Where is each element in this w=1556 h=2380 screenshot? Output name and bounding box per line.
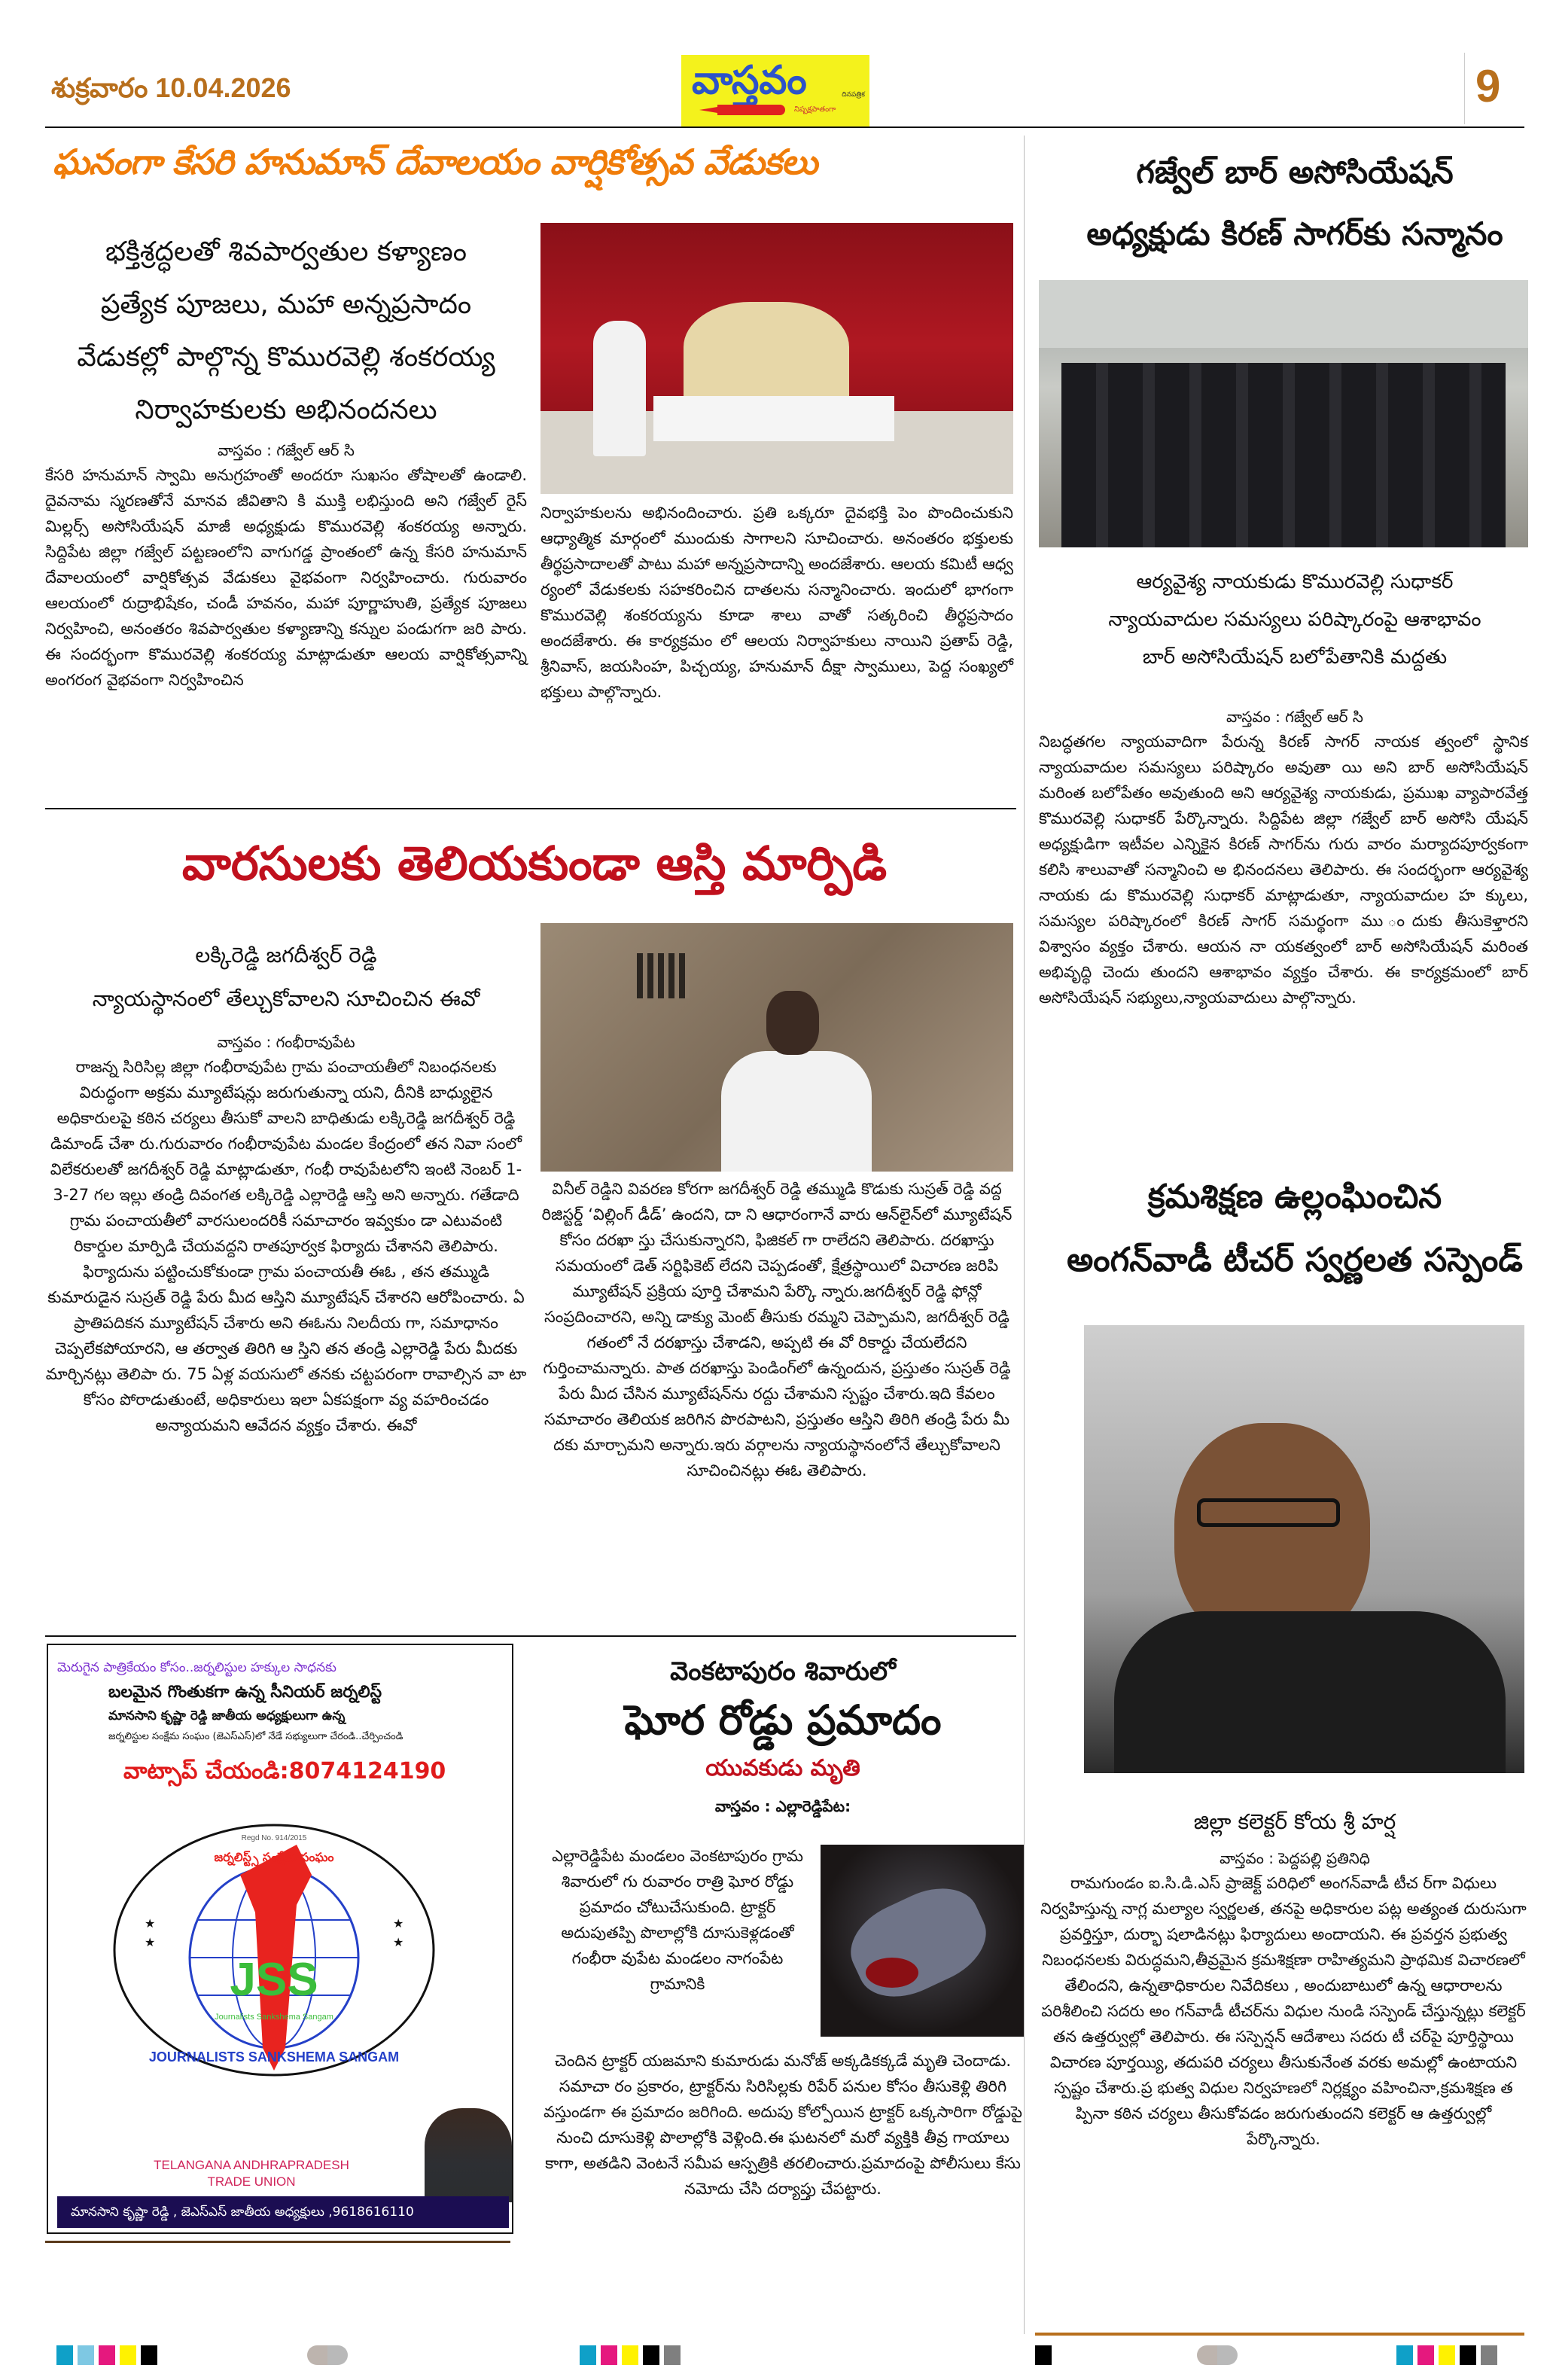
article3-body-col1: రాజన్న సిరిసిల్ల జిల్లా గంభీరావుపేట గ్రామ పంచాయతీలో నిబంధనలకు విరుద్ధంగా అక్రమ మ్యూటేషన్లు జరుగుతున్నా యని, దీనికి బాధ్యులైన అధికారులపై కఠిన చర్యలు తీసుకో వాలని బాధితుడు లక్కిరెడ్డి జగదీశ్వర్ రెడ్డి డిమాండ్ చేశా రు.గురువారం గంభీరావుపేట మండల కేంద్రంలో తన నివా సంలో విలేకరులతో జగదీశ్వర్ రెడ్డి మాట్లాడుతూ, గంభీ రావుపేటలోని ఇంటి నెంబర్ 1-3-27 గల ఇల్లు తండ్రి దివంగత లక్కిరెడ్డి ఎల్లారెడ్డి ఆస్తి అని అన్నారు. గతేడాది గ్రామ పంచాయతీలో వారసులందరికీ సమాచారం ఇవ్వకుం డా ఎటువంటి రికార్డుల మార్పిడి చేయవద్దని రాతపూర్వక ఫిర్యాదు చేశానని తెలిపారు. ఫిర్యాదును పట్టించుకోకుండా గ్రామ పంచాయతీ ఈఓ , తన తమ్ముడి కుమారుడైన సుస్రత్ రెడ్డి పేరు మీద ఆస్తిని మ్యూటేషన్ చేశారని ఆరోపించారు. ఏ ప్రాతిపదికన మ్యూటేషన్ చేశారు అని ఈఓను నిలదీయ గా, సమాధానం చెప్పలేకపోయారని, ఆ తర్వాత తిరిగి ఆ స్తిని తన తండ్రి ఎల్లారెడ్డి పేరు మీదకు మార్చినట్లు తెలిపా రు. 75 ఏళ్ల వయసులో తనకు చట్టపరంగా రావాల్సిన వా టా కోసం పోరాడుతుంటే, అధికారులు ఇలా ఏకపక్షంగా వ్య వహరించడం అన్యాయమని ఆవేదన వ్యక్తం చేశారు. ఈవో (45, 1058, 527, 1434)
article3-dateline: వాస్తవం : గంభీరావుపేట (217, 1033, 355, 1051)
star-icon: ★ (393, 1916, 404, 1931)
collector-caption: జిల్లా కలెక్టర్ కోయ శ్రీ హర్ష (1193, 1809, 1396, 1834)
article1-subhead: వేడుకల్లో పాల్గొన్న కొమురవెల్లి శంకరయ్య (77, 342, 495, 373)
black-swatch (643, 2345, 659, 2365)
cyan-swatch (1396, 2345, 1413, 2365)
black-swatch (1035, 2345, 1052, 2365)
logo-tagline: నిష్పక్షపాతంగా (794, 105, 836, 114)
ad-line1: మెరుగైన పాత్రికేయం కోసం..జర్నలిస్టుల హక్కుల సాధనకు (57, 1660, 336, 1675)
emblem-arc-telugu: జర్నలిస్ట్స్ సంక్షేమ సంఘం (214, 1850, 334, 1864)
star-icon: ★ (393, 1935, 404, 1949)
bar-association-photo (1039, 280, 1528, 547)
article2-headline-line: గజ్వేల్ బార్ అసోసియేషన్ (1136, 154, 1454, 190)
article1-subhead: నిర్వాహకులకు అభినందనలు (135, 395, 437, 425)
yellow-swatch (1439, 2345, 1455, 2365)
emblem-regd: Regd No. 914/2015 (241, 1834, 307, 1842)
article2-subhead: బార్ అసోసియేషన్ బలోపేతానికి మద్దతు (1142, 646, 1448, 669)
color-registration-bar-right (1396, 2345, 1497, 2365)
page-number-divider (1464, 53, 1465, 124)
article4-body: రామగుండం ఐ.సి.డి.ఎస్ ప్రాజెక్ట్ పరిధిలో అంగన్‌వాడీ టీచ ర్‌గా విధులు నిర్వహిస్తున్న నాగ్ల మల్యాల స్వర్ణలత, తనపై అధికారుల పట్ల అత్యంత దురుసుగా ప్రవర్తిస్తూ, దుర్భా షలాడినట్లు ఫిర్యాదులు అందాయని. ఈ ప్రవర్తన ప్రభుత్వ నిబంధనలకు విరుద్ధమని,తీవ్రమైన క్రమశిక్షణా రాహిత్యమని ప్రాథమిక విచారణలో తేలిందని, ఉన్నతాధికారుల నివేదికలు , అందుబాటులో ఉన్న ఆధారాలను పరిశీలించి సదరు అం గన్‌వాడీ టీచర్‌ను విధుల నుండి సస్పెండ్ చేస్తున్నట్లు కలెక్టర్ తన ఉత్తర్వుల్లో తెలిపారు. ఈ సస్పెన్షన్ ఆదేశాలు సదరు టీ చర్‌పై పూర్తిస్థాయి విచారణ పూర్తయ్యి, తదుపరి చర్యలు తీసుకునేంత వరకు అమల్లో ఉంటాయని స్పష్టం చేశారు.ప్ర భుత్వ విధుల నిర్వహణలో నిర్లక్ష్యం వహించినా,క్రమశిక్షణ త ప్పినా కఠిన చర్యలు తీసుకోవడం జరుగుతుందని కలెక్టర్ ఆ ఉత్తర్వుల్లో పేర్కొన్నారు. (1040, 1874, 1527, 2148)
emblem-arc-english: JOURNALISTS SANKSHEMA SANGAM (148, 2049, 400, 2065)
article2-dateline: వాస్తవం : గజ్వేల్ ఆర్ సి (1226, 708, 1363, 726)
pen-icon (717, 105, 785, 115)
section-rule (45, 808, 1016, 809)
registration-pill (1197, 2345, 1238, 2365)
article1-subhead: భక్తిశ్రద్ధలతో శివపార్వతుల కళ్యాణం (105, 236, 467, 267)
gray-swatch (1481, 2345, 1497, 2365)
ad-union-text (139, 2157, 364, 2190)
ad-person-photo (425, 2108, 512, 2202)
article1-subheads (45, 226, 527, 437)
logo-edition: దినపత్రిక (842, 91, 865, 99)
article1-subhead: ప్రత్యేక పూజలు, మహా అన్నప్రసాదం (100, 289, 472, 320)
jss-advertisement (47, 1644, 513, 2234)
star-icon: ★ (145, 1916, 156, 1931)
footer-rule (1035, 2333, 1524, 2336)
emblem-initials: JSS (230, 1954, 318, 2006)
light-cyan-swatch (78, 2345, 94, 2365)
black-swatch (1460, 2345, 1476, 2365)
article1-body-col2: నిర్వాహకులను అభినందించారు. ప్రతి ఒక్కరూ దైవభక్తి పెం పొందించుకుని ఆధ్యాత్మిక మార్గంలో ముందుకు సాగాలని సూచించారు. అనంతరం భక్తులకు తీర్థప్రసాదాలతో పాటు మహా అన్నప్రసాదాన్ని అందజేశారు. ఆలయ కమిటీ ఆధ్వ ర్యంలో వేడుకలకు సహకరించిన దాతలను సన్మానించారు. ఇందులో భాగంగా కొమురవెల్లి శంకరయ్యను కూడా శాలు వాతో సత్కరించి తీర్థప్రసాదం అందజేశారు. ఈ కార్యక్రమం లో ఆలయ నిర్వాహకులు నాయిని ప్రతాప్ రెడ్డి, శ్రీనివాస్, జయసింహ, పిచ్చయ్య, హనుమాన్ దీక్షా స్వాములు, పెద్ద సంఖ్యలో భక్తులు పాల్గొన్నారు. (540, 504, 1013, 701)
yellow-swatch (622, 2345, 638, 2365)
gray-swatch (664, 2345, 681, 2365)
temple-photo (540, 223, 1013, 494)
article4-headline-line: అంగన్‌వాడీ టీచర్ స్వర్ణలత సస్పెండ్ (1067, 1241, 1523, 1279)
cyan-swatch (56, 2345, 73, 2365)
issue-date: శుక్రవారం 10.04.2026 (51, 72, 291, 103)
magenta-swatch (601, 2345, 617, 2365)
emblem-inner-text: Journalists Sankshema Sangam (215, 2013, 333, 2022)
ad-bottom-rule (45, 2241, 510, 2243)
magenta-swatch (1417, 2345, 1434, 2365)
article3-subhead: న్యాయస్థానంలో తేల్చుకోవాలని సూచించిన ఈవో (92, 986, 480, 1011)
ad-line2: బలమైన గొంతుకగా ఉన్న సీనియర్ జర్నలిస్ట్ (108, 1683, 382, 1702)
article3-body-col2: వినీల్ రెడ్డిని వివరణ కోరగా జగదీశ్వర్ రెడ్డి తమ్ముడి కొడుకు సుస్రత్ రెడ్డి వద్ద రిజిస్టర్డ్ ‘విల్లింగ్ డీడ్’ ఉందని, దా ని ఆధారంగానే వారు ఆన్‌లైన్‌లో మ్యూటేషన్ కోసం దరఖా స్తు చేసుకున్నారని, ఫిజికల్ గా రాలేదని తెలిపారు. దరఖాస్తు సమయంలో డెత్ సర్టిఫికెట్ లేదని చెప్పడంతో, క్షేత్రస్థాయిలో విచారణ జరిపి మ్యూటేషన్ ప్రక్రియ పూర్తి చేశామని పేర్కొ న్నారు.జగదీశ్వర్ రెడ్డి ఫోన్లో సంప్రదించారని, అన్ని డాక్యు మెంట్ తీసుకు రమ్మని చెప్పామని, జగదీశ్వర్ రెడ్డి గతంలో నే దరఖాస్తు చేశాడని, అప్పటి ఈ వో రికార్డు చేయలేదని గుర్తించామన్నారు. పాత దరఖాస్తు పెండింగ్‌లో ఉన్నందున, ప్రస్తుతం సుస్రత్ రెడ్డి పేరు మీద చేసిన మ్యూటేషన్‌ను రద్దు చేశామని స్పష్టం చేశారు.ఇది కేవలం సమాచారం తెలియక జరిగిన పొరపాటని, ప్రస్తుతం ఆస్తిని తిరిగి తండ్రి పేరు మీ దకు మార్చామని అన్నారు.ఇరు వర్గాలను న్యాయస్థానంలోనే తేల్చుకోవాలని సూచించినట్లు ఈఓ తెలిపారు. (541, 1180, 1012, 1480)
ad-line3: మానసాని కృష్ణా రెడ్డి జాతీయ అధ్యక్షులుగా ఉన్న (108, 1708, 346, 1723)
article5-body-narrow: ఎల్లారెడ్డిపేట మండలం వెంకటాపురం గ్రామ శివారులో గు రువారం రాత్రి ఘోర రోడ్డు ప్రమాదం చోటుచేసుకుంది. ట్రాక్టర్ అదుపుతప్పి పొలాల్లోకి దూసుకెళ్లడంతో గంభీరా వుపేట మండలం నాగంపేట గ్రామానికి (552, 1847, 803, 1993)
column-divider (1024, 136, 1025, 2334)
article3-subheads (45, 934, 527, 1021)
magenta-swatch (99, 2345, 115, 2365)
article2-headline (1039, 142, 1551, 265)
article5-header (527, 1653, 1039, 1826)
page-number: 9 (1475, 61, 1501, 111)
masthead-rule (45, 126, 1524, 128)
article2-headline-line: అధ్యక్షుడు కిరణ్ సాగర్‌కు సన్మానం (1086, 215, 1503, 252)
jagadishwar-reddy-photo (540, 923, 1013, 1172)
collector-photo (1084, 1325, 1524, 1773)
cyan-swatch (580, 2345, 596, 2365)
article3-subhead: లక్కిరెడ్డి జగదీశ్వర్ రెడ్డి (195, 943, 377, 968)
star-icon: ★ (145, 1935, 156, 1949)
ad-whatsapp-number: వాట్సాప్ చేయండి:8074124190 (123, 1758, 446, 1784)
logo-title: వాస్తవం (692, 58, 807, 103)
newspaper-logo (681, 55, 869, 126)
article5-dateline: వాస్తవం : ఎల్లారెడ్డిపేట: (714, 1797, 851, 1815)
article4-dateline: వాస్తవం : పెద్దపల్లి ప్రతినిధి (1220, 1849, 1370, 1867)
article5-kicker: వెంకటాపురం శివారులో (670, 1656, 896, 1687)
article2-subhead: న్యాయవాదుల సమస్యలు పరిష్కారంపై ఆశాభావం (1108, 608, 1481, 631)
article2-subhead: ఆర్యవైశ్య నాయకుడు కొమురవెల్లి సుధాకర్ (1136, 571, 1454, 593)
ad-line4: జర్నలిస్టుల సంక్షేమ సంఘం (జెఎస్ఎస్)లో నేడే సభ్యులుగా చేరండి..చేర్పించండి (108, 1731, 403, 1742)
article2-subheads (1039, 563, 1551, 676)
article5-headline: ఘోర రోడ్డు ప్రమాదం (624, 1696, 942, 1744)
ad-union-line2: TRADE UNION (207, 2174, 296, 2189)
article4-headline (1039, 1166, 1551, 1292)
ad-union-line1: TELANGANA ANDHRAPRADESH (154, 2158, 349, 2172)
section-rule (45, 1635, 1016, 1637)
article4-headline-line: క్రమశిక్షణ ఉల్లంఘించిన (1147, 1178, 1442, 1216)
article2-body: నిబద్ధతగల న్యాయవాదిగా పేరున్న కిరణ్ సాగర్ నాయక త్వంలో స్థానిక న్యాయవాదుల సమస్యలు పరిష్కారం అవుతా యి అని బార్ అసోసియేషన్ మరింత బలోపేతం అవుతుంది అని ఆర్యవైశ్య నాయకుడు, ప్రముఖ వ్యాపారవేత్త కొమురవెల్లి సుధాకర్ పేర్కొన్నారు. సిద్దిపేట జిల్లా గజ్వేల్ బార్ అసోసి యేషన్ అధ్యక్షుడిగా ఇటీవల ఎన్నికైన కిరణ్ సాగర్‌ను గురు వారం మర్యాదపూర్వకంగా కలిసి శాలువాతో సన్మానించి అ భినందనలు తెలిపారు. ఈ సందర్భంగా ఆర్యవైశ్య నాయకు డు కొమురవెల్లి సుధాకర్ మాట్లాడుతూ, న్యాయవాదుల హ క్కులు, సమస్యల పరిష్కారంలో కిరణ్ సాగర్ సమర్థంగా ము ందుకు తీసుకెళ్తారని విశ్వాసం వ్యక్తం చేశారు. ఆయన నా యకత్వంలో బార్ అసోసియేషన్ మరింత అభివృద్ధి చెందు తుందని ఆశాభావం వ్యక్తం చేశారు. ఈ కార్యక్రమంలో బార్ అసోసియేషన్ సభ్యులు,న్యాయవాదులు పాల్గొన్నారు. (1039, 733, 1528, 1007)
jss-emblem (108, 1822, 440, 2078)
article1-body-col1: కేసరి హనుమాన్ స్వామి అనుగ్రహంతో అందరూ సుఖసం తోషాలతో ఉండాలి. దైవనామ స్మరణతోనే మానవ జీవితాని కి ముక్తి లభిస్తుంది అని గజ్వేల్ రైస్ మిల్లర్స్ అసోసియేషన్ మాజీ అధ్యక్షుడు కొమురవెల్లి శంకరయ్య అన్నారు. సిద్దిపేట జిల్లా గజ్వేల్ పట్టణంలోని వాగుగడ్డ ప్రాంతంలో ఉన్న కేసరి హనుమాన్ దేవాలయంలో వార్షికోత్సవ వేడుకలు వైభవంగా నిర్వహించారు. గురువారం ఆలయంలో రుద్రాభిషేకం, చండీ హవనం, మహా పూర్ణాహుతి, ప్రత్యేక పూజలు నిర్వహించి, అనంతరం శివపార్వతుల కళ్యాణాన్ని కన్నుల పండుగగా జరి పారు. ఈ సందర్భంగా కొమురవెల్లి శంకరయ్య మాట్లాడుతూ ఆలయ వార్షికోత్సవాన్ని అంగరంగ వైభవంగా నిర్వహించిన (45, 466, 527, 689)
article1-dateline: వాస్తవం : గజ్వేల్ ఆర్ సి (218, 441, 355, 459)
color-registration-bar-left (56, 2345, 157, 2365)
black-swatch (141, 2345, 157, 2365)
registration-pill (307, 2345, 348, 2365)
color-registration-bar-mid (580, 2345, 681, 2365)
article3-headline: వారసులకు తెలియకుండా ఆస్తి మార్పిడి (181, 836, 888, 891)
article1-headline: ఘనంగా కేసరి హనుమాన్ దేవాలయం వార్షికోత్సవ వేడుకలు (53, 142, 818, 182)
accident-photo (821, 1845, 1024, 2037)
ad-footer-banner: మానసాని కృష్ణా రెడ్డి , జెఎస్ఎస్ జాతీయ అధ్యక్షులు ,9618616110 (57, 2196, 509, 2228)
article5-subhead: యువకుడు మృతి (705, 1755, 860, 1781)
article5-body-wide: చెందిన ట్రాక్టర్ యజమాని కుమారుడు మనోజ్ అక్కడికక్కడే మృతి చెందాడు. సమాచా రం ప్రకారం, ట్రాక్టర్‌ను సిరిసిల్లకు రిపేర్ పనుల కోసం తీసుకెళ్లి తిరిగి వస్తుండగా ఈ ప్రమాదం జరిగింది. అదుపు కోల్పోయిన ట్రాక్టర్ ఒక్కసారిగా రోడ్డుపై నుంచి దూసుకెళ్లి పొలాల్లోకి వెళ్లింది.ఈ ఘటనలో మరో వ్యక్తికి తీవ్ర గాయాలు కాగా, అతడిని వెంటనే సమీప ఆస్పత్రికి తరలించారు.ప్రమాదంపై పోలీసులు కేసు నమోదు చేసి దర్యాప్తు చేపట్టారు. (544, 2052, 1022, 2198)
yellow-swatch (120, 2345, 136, 2365)
